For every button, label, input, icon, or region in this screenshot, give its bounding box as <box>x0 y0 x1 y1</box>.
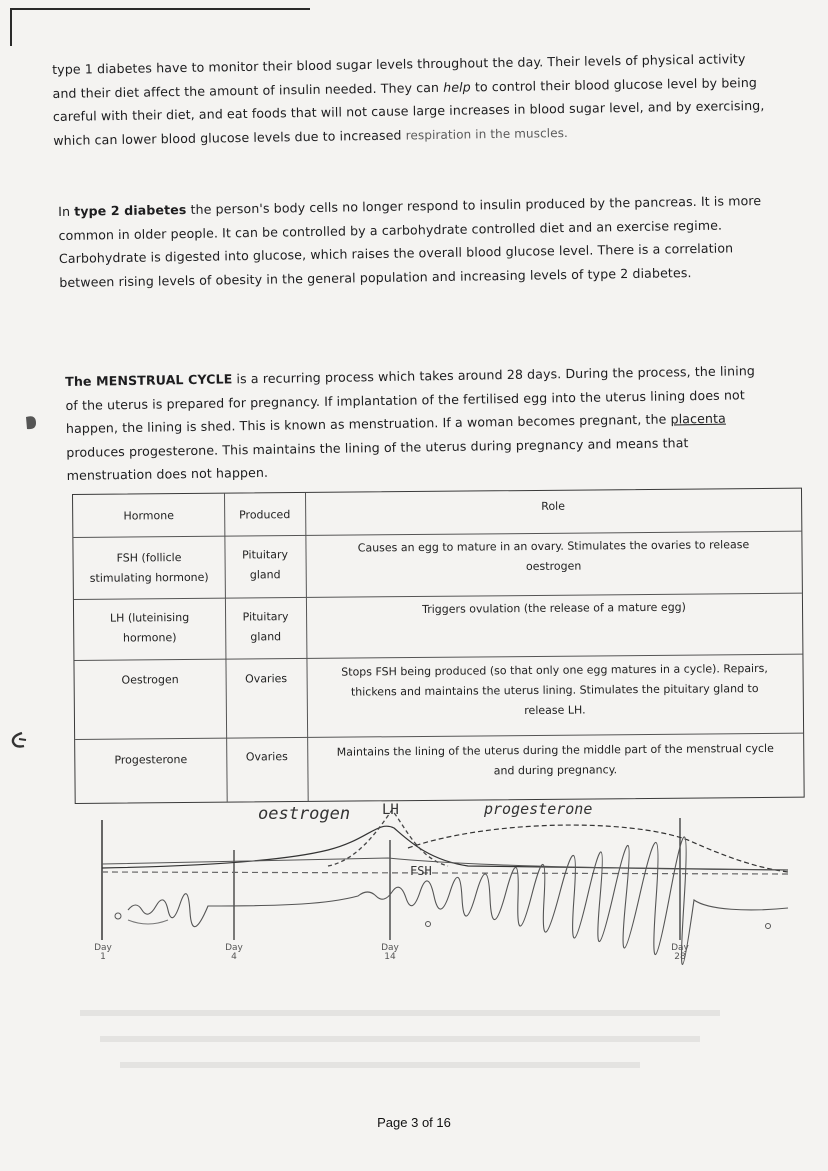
oestrogen-label: oestrogen <box>258 804 351 824</box>
p1-text2: to control their blood glucose level by being careful with their diet, and eat foods that will not cause large increases in blood sugar level, and by exercising, which can lower blood glucose levels due to increased <box>52 74 765 148</box>
day-word: Day <box>225 943 243 953</box>
table-row-produced <box>226 747 307 768</box>
table-row-produced <box>224 545 305 586</box>
table-row-role <box>307 739 803 783</box>
produced-line: gland <box>250 630 282 644</box>
day-28-label <box>666 944 694 962</box>
p1-text: type 1 diabetes have to monitor their blood sugar levels throughout the day. Their levels of physical activity and their diet affect the amount of insulin needed. They can <box>52 51 746 101</box>
header-role: Role <box>541 499 566 513</box>
scan-edge-left <box>10 8 12 46</box>
p1-emphasis: help <box>443 78 471 95</box>
lining-shed-mark <box>128 920 168 924</box>
table-row-role <box>306 597 802 621</box>
hormone-line: stimulating hormone) <box>89 570 209 585</box>
egg-mark <box>426 922 431 927</box>
paragraph-menstrual-cycle <box>65 359 767 487</box>
role-line: Maintains the lining of the uterus during the middle part of the menstrual cycle <box>336 741 774 759</box>
role-line: and during pregnancy. <box>493 763 618 778</box>
day-1-label <box>90 944 116 962</box>
role-line: oestrogen <box>525 559 582 574</box>
scan-edge-top <box>10 8 310 10</box>
hormone-cycle-sketch <box>88 800 800 970</box>
p3-bold: The MENSTRUAL CYCLE <box>65 371 233 389</box>
hormone-table <box>72 488 805 804</box>
fsh-label: FSH <box>410 864 432 878</box>
margin-scribble-icon <box>8 730 32 750</box>
day-14-label <box>376 944 404 962</box>
hormone-line: Progesterone <box>114 753 188 767</box>
header-hormone: Hormone <box>123 509 174 523</box>
day-word: Day <box>671 943 689 953</box>
role-line: Causes an egg to mature in an ovary. Stimulates the ovaries to release <box>357 538 750 555</box>
day-word: Day <box>94 943 112 953</box>
p2-text: the person's body cells no longer respond to insulin produced by the pancreas. It is more common in older people. It can be controlled by a carbohydrate controlled diet and an exercise regime. Carbohydrate is digested into glucose, which raises the overall blood glucose level. There is a correlation between rising levels of obesity in the general population and increasing levels of type 2 diabetes. <box>58 192 762 290</box>
paragraph-type1-diabetes <box>52 47 773 153</box>
day-word: Day <box>381 943 399 953</box>
produced-line: Pituitary <box>242 610 289 624</box>
hole-punch-mark-icon <box>22 414 40 432</box>
table-row-hormone <box>74 608 225 649</box>
header-produced: Produced <box>239 508 291 522</box>
table-row-hormone <box>75 670 226 691</box>
egg-mark <box>766 924 771 929</box>
p3-text: is a recurring process which takes around 28 days. During the process, the lining of the uterus is prepared for pregnancy. If implantation of the fertilised egg into the uterus lining does not happen, the lining is shed. This is known as menstruation. If a woman becomes pregnant, the <box>65 363 756 436</box>
role-line: thickens and maintains the uterus lining. Stimulates the pituitary gland to <box>350 682 759 699</box>
progesterone-label: progesterone <box>484 800 593 818</box>
table-row-produced <box>226 669 307 690</box>
day-num: 1 <box>100 952 106 962</box>
table-row-produced <box>225 607 306 648</box>
table-row-hormone <box>73 548 224 589</box>
day-num: 28 <box>674 952 686 962</box>
produced-line: Ovaries <box>245 672 288 686</box>
hormone-line: FSH (follicle <box>116 551 182 565</box>
table-row-role <box>305 535 801 579</box>
day-num: 14 <box>384 952 396 962</box>
table-row-role <box>306 659 803 723</box>
bleed-through-text <box>80 1000 760 1090</box>
p2-lead: In <box>58 203 75 219</box>
p1-last-line: respiration in the muscles. <box>405 125 569 142</box>
produced-line: Pituitary <box>242 548 289 562</box>
table-row-hormone <box>75 750 226 771</box>
role-line: release LH. <box>524 703 586 718</box>
day-4-label <box>220 944 248 962</box>
p3-underlined: placenta <box>670 410 726 427</box>
day-num: 4 <box>231 952 237 962</box>
p2-bold: type 2 diabetes <box>74 201 187 219</box>
paragraph-type2-diabetes <box>58 189 779 294</box>
role-line: Stops FSH being produced (so that only one egg matures in a cycle). Repairs, <box>341 661 768 679</box>
p3-text2: produces progesterone. This maintains the lining of the uterus during pregnancy and means that menstruation does not happen. <box>66 434 689 483</box>
hormone-line: Oestrogen <box>121 673 179 687</box>
hormone-line: LH (luteinising <box>109 610 190 625</box>
page-number: Page 3 of 16 <box>377 1115 451 1130</box>
oestrogen-curve <box>102 826 788 870</box>
produced-line: Ovaries <box>245 750 288 764</box>
lh-label: LH <box>382 802 399 818</box>
produced-line: gland <box>249 568 281 582</box>
egg-mark <box>115 913 121 919</box>
hormone-line: hormone) <box>122 631 177 645</box>
role-line: Triggers ovulation (the release of a mature egg) <box>422 600 686 616</box>
